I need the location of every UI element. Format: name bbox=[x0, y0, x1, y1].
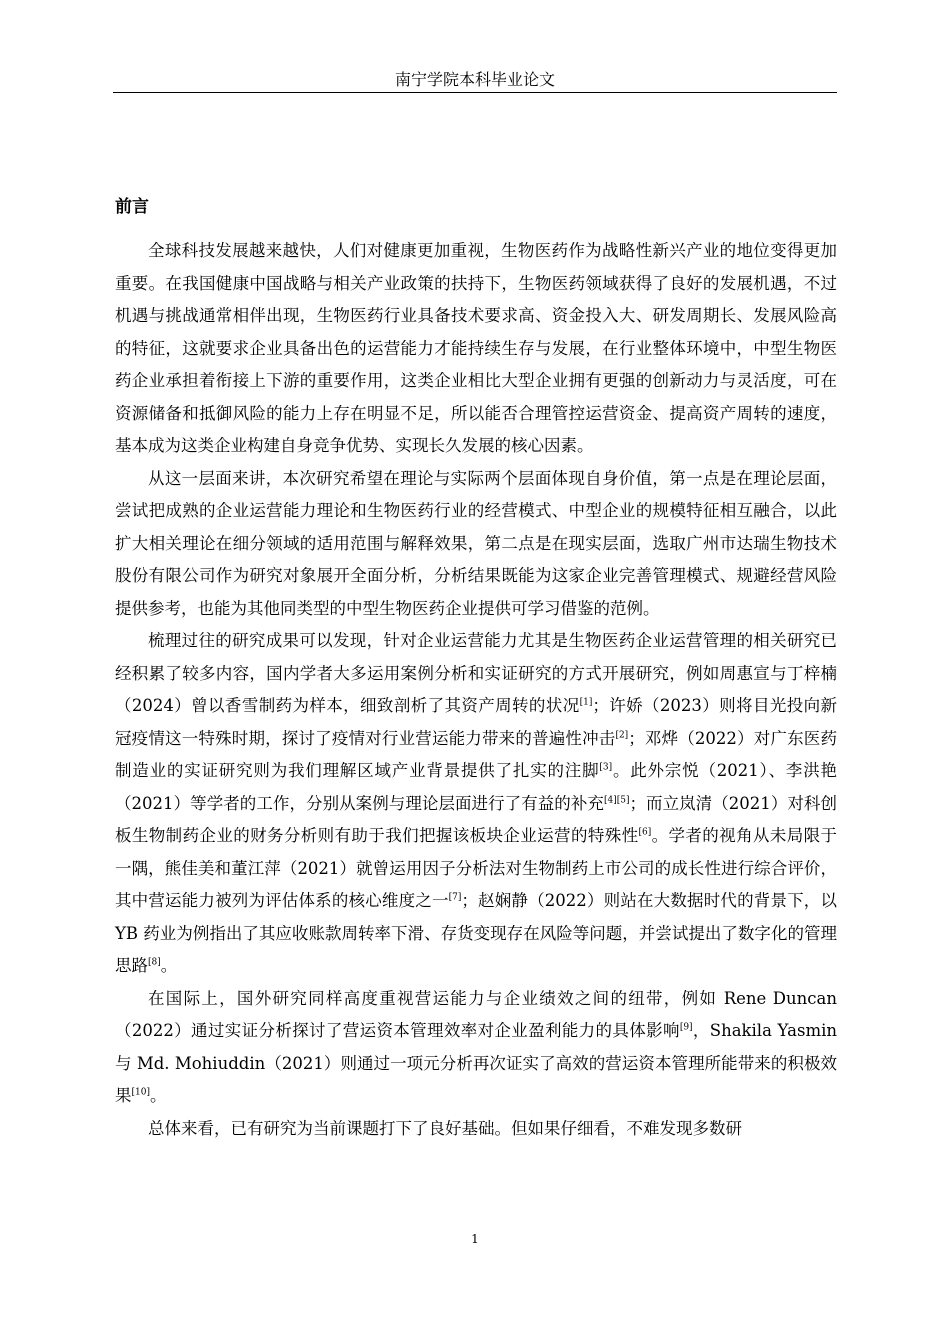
page-number: 1 bbox=[471, 1232, 479, 1246]
text-run: ；而立岚清（2021）对科创板生物制药企业的财务分析则有助于我们把握该板块企业运营的特殊性 bbox=[115, 793, 837, 845]
text-run: ；邓烨（2022）对广东医药制造业的实证研究则为我们理解区域产业背景提供了扎实的注脚 bbox=[115, 728, 837, 780]
text-run: 。学者的视角从未局限于一隅，熊佳美和董江萍（2021）就曾运用因子分析法对生物制药上市公司的成长性进行综合评价，其中营运能力被列为评估体系的核心维度之一 bbox=[115, 826, 838, 910]
body-text bbox=[115, 235, 837, 1145]
text-run: 。 bbox=[149, 1086, 167, 1105]
header-rule bbox=[113, 92, 837, 93]
text-run: 。 bbox=[160, 956, 178, 975]
paragraph-2: 从这一层面来讲，本次研究希望在理论与实际两个层面体现自身价值，第一点是在理论层面，尝试把成熟的企业运营能力理论和生物医药行业的经营模式、中型企业的规模特征相互融合，以此扩大相关理论在细分领域的适用范围与解释效果，第二点是在现实层面，选取广州市达瑞生物技术股份有限公司作为研究对象展开全面分析，分析结果既能为这家企业完善管理模式、规避经营风险提供参考，也能为其他同类型的中型生物医药企业提供可学习借鉴的范例。 bbox=[115, 468, 837, 618]
text-run: ；赵娴静（2022）则站在大数据时代的背景下，以 YB 药业为例指出了其应收账款周转率下滑、存货变现存在风险等问题，并尝试提出了数字化的管理思路 bbox=[115, 891, 837, 975]
citation-ref: [2] bbox=[615, 730, 629, 741]
section-title: 前言 bbox=[115, 197, 149, 217]
paragraph-3 bbox=[115, 625, 837, 983]
citation-ref: [8] bbox=[148, 957, 161, 968]
paragraph-5: 总体来看，已有研究为当前课题打下了良好基础。但如果仔细看，不难发现多数研 bbox=[148, 1118, 742, 1138]
citation-ref: [4] bbox=[603, 795, 617, 806]
citation-ref: [9] bbox=[679, 1022, 693, 1033]
paragraph-1: 全球科技发展越来越快，人们对健康更加重视，生物医药作为战略性新兴产业的地位变得更加重要。在我国健康中国战略与相关产业政策的扶持下，生物医药领域获得了良好的发展机遇，不过机遇与挑战通常相伴出现，生物医药行业具备技术要求高、资金投入大、研发周期长、发展风险高的特征，这就要求企业具备出色的运营能力才能持续生存与发展，在行业整体环境中，中型生物医药企业承担着衔接上下游的重要作用，这类企业相比大型企业拥有更强的创新动力与灵活度，可在资源储备和抵御风险的能力上存在明显不足，所以能否合理管控运营资金、提高资产周转的速度，基本成为这类企业构建自身竞争优势、实现长久发展的核心因素。 bbox=[115, 241, 837, 455]
text-run: 梳理过往的研究成果可以发现，针对企业运营能力尤其是生物医药企业运营管理的相关研究已经积累了较多内容，国内学者大多运用案例分析和实证研究的方式开展研究，例如周惠宣与丁梓楠（2024）曾以香雪制药为样本，细致剖析了其资产周转的状况 bbox=[115, 631, 837, 715]
text-run: 。此外宗悦（2021）、李洪艳（2021）等学者的工作，分别从案例与理论层面进行了有益的补充 bbox=[115, 761, 837, 813]
text-run: 在国际上，国外研究同样高度重视营运能力与企业绩效之间的纽带，例如 Rene Duncan（2022）通过实证分析探讨了营运资本管理效率对企业盈利能力的具体影响 bbox=[115, 988, 837, 1040]
citation-ref: [7] bbox=[448, 892, 462, 903]
text-run: ，Shakila Yasmin 与 Md. Mohiuddin（2021）则通过一项元分析再次证实了高效的营运资本管理所能带来的积极效果 bbox=[115, 1021, 837, 1105]
paragraph-4 bbox=[115, 983, 837, 1113]
citation-ref: [1] bbox=[579, 697, 593, 708]
citation-ref: [3] bbox=[599, 762, 613, 773]
citation-ref: [6] bbox=[638, 827, 652, 838]
citation-ref: [5] bbox=[616, 795, 630, 806]
text-run: ；许娇（2023）则将目光投向新冠疫情这一特殊时期，探讨了疫情对行业营运能力带来的普遍性冲击 bbox=[115, 696, 837, 748]
citation-ref: [10] bbox=[131, 1087, 150, 1098]
running-header: 南宁学院本科毕业论文 bbox=[394, 70, 555, 89]
